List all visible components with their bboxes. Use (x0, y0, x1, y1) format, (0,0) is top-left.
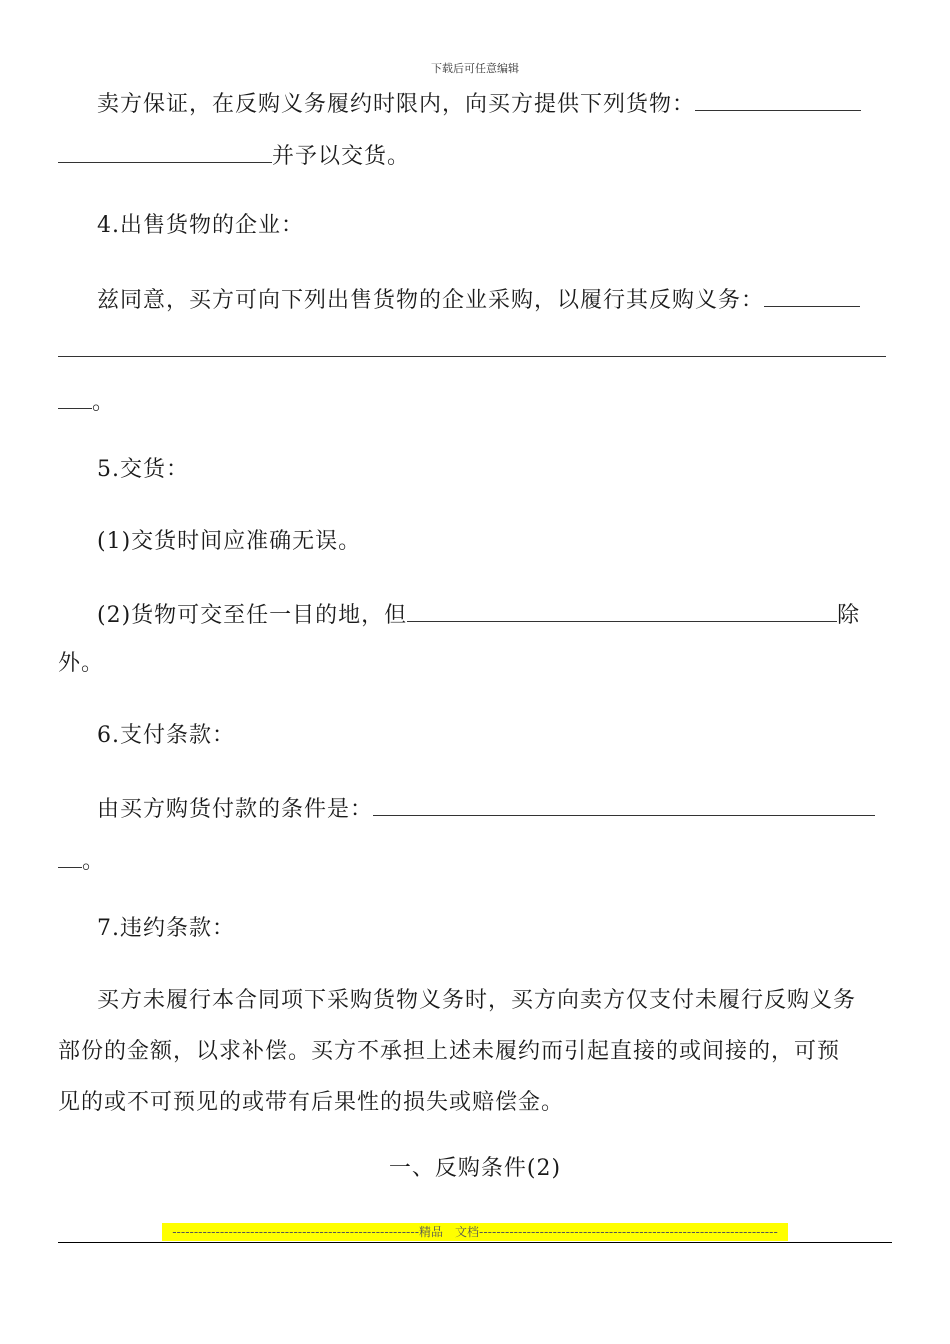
section-4-end-line (58, 386, 115, 418)
section-6-body (97, 793, 875, 825)
section-6-text: 由买方购货付款的条件是： (97, 797, 374, 822)
section-5-item-1: (1)交货时间应准确无误。 (97, 529, 362, 554)
section-5-heading: 5.交货： (97, 457, 189, 482)
footer-watermark: ---------------------------------------------------------精品 文档--------------------------------------------------------------------- (162, 1223, 788, 1241)
footer-rule (58, 1242, 892, 1243)
enterprise-blank-line[interactable] (58, 356, 886, 357)
section-7-line-2: 部份的金额，以求补偿。买方不承担上述未履约而引起直接的或间接的，可预 (58, 1039, 841, 1064)
seller-guarantee-text: 卖方保证，在反购义务履约时限内，向买方提供下列货物： (97, 92, 696, 117)
goods-blank-cont[interactable] (58, 140, 272, 163)
section-5-item-2-tail: 除 (837, 603, 861, 628)
payment-terms-blank[interactable] (373, 793, 875, 816)
page-header: 下载后可任意编辑 (431, 62, 519, 75)
section-6-end-line (58, 845, 105, 877)
section-7-line-3: 见的或不可预见的或带有后果性的损失或赔偿金。 (58, 1090, 565, 1115)
section-4-text: 兹同意，买方可向下列出售货物的企业采购，以履行其反购义务： (97, 288, 765, 313)
section-5-item-2-text: (2)货物可交至任一目的地，但 (97, 603, 408, 628)
section-7-heading: 7.违约条款： (97, 916, 235, 941)
section-4-body (97, 284, 860, 316)
goods-blank[interactable] (695, 88, 861, 111)
section-5-item-2-cont: 外。 (58, 651, 105, 676)
section-7-line-1: 买方未履行本合同项下采购货物义务时，买方向卖方仅支付未履行反购义务 (97, 988, 857, 1013)
section-6-end: 。 (82, 849, 106, 874)
section-4-end: 。 (92, 390, 116, 415)
section-4-heading: 4.出售货物的企业： (97, 213, 304, 238)
section-5-item-2 (97, 599, 860, 631)
seller-guarantee-line (97, 88, 861, 120)
section-title: 一、反购条件(2) (388, 1156, 562, 1181)
section-6-heading: 6.支付条款： (97, 723, 235, 748)
enterprise-blank[interactable] (764, 284, 860, 307)
destination-blank[interactable] (407, 599, 837, 622)
seller-guarantee-tail: 并予以交货。 (272, 144, 411, 169)
seller-guarantee-cont (58, 140, 410, 172)
payment-terms-blank-end[interactable] (58, 845, 82, 868)
enterprise-blank-end[interactable] (58, 386, 92, 409)
